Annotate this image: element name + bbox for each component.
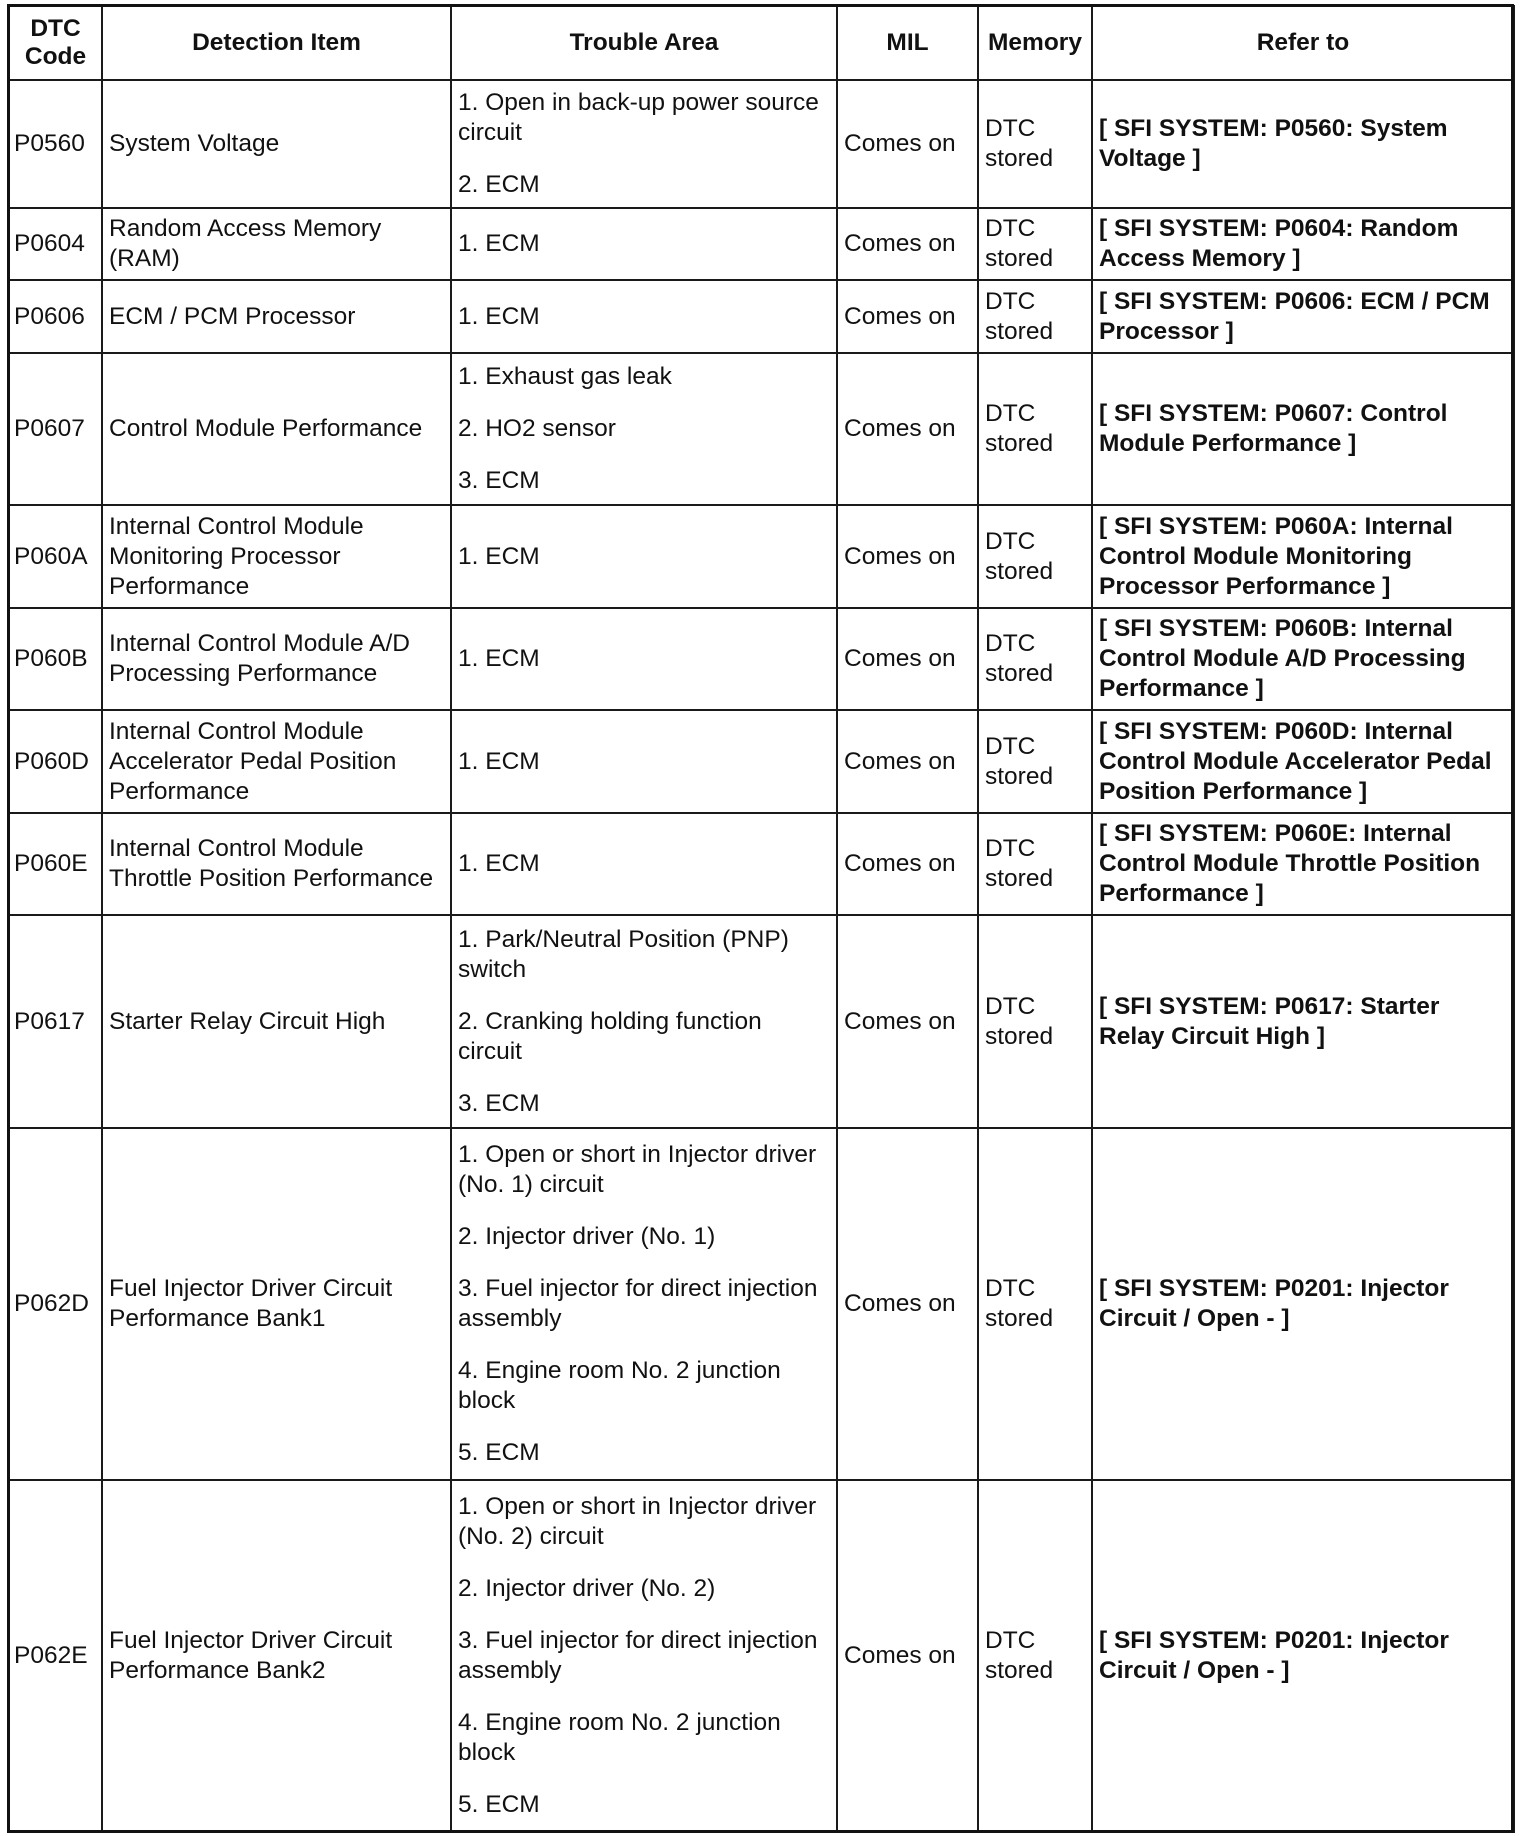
mil-cell: Comes on [837, 353, 978, 505]
trouble-area-cell [451, 280, 837, 353]
refer-to-cell: [ SFI SYSTEM: P0201: Injector Circuit / Open - ] [1092, 1128, 1514, 1480]
table-row [9, 80, 1514, 208]
dtc-code-cell: P060E [9, 813, 102, 915]
trouble-area-cell [451, 1480, 837, 1832]
table-row [9, 505, 1514, 608]
detection-item-cell: Fuel Injector Driver Circuit Performance Bank1 [102, 1128, 451, 1480]
mil-cell: Comes on [837, 813, 978, 915]
trouble-area-cell [451, 915, 837, 1128]
memory-cell: DTC stored [978, 208, 1092, 280]
trouble-area-item: 4. Engine room No. 2 junction block [458, 1357, 781, 1414]
header-row [9, 6, 1514, 80]
dtc-code-cell: P062E [9, 1480, 102, 1832]
table-row [9, 1480, 1514, 1832]
table-row [9, 353, 1514, 505]
table-row [9, 608, 1514, 710]
memory-cell: DTC stored [978, 608, 1092, 710]
trouble-area-item: 3. Fuel injector for direct injection assembly [458, 1275, 818, 1332]
header-detection-item: Detection Item [102, 6, 451, 80]
table-row [9, 208, 1514, 280]
dtc-code-cell: P060D [9, 710, 102, 813]
detection-item-cell: Internal Control Module Monitoring Processor Performance [102, 505, 451, 608]
detection-item-cell: ECM / PCM Processor [102, 280, 451, 353]
dtc-code-cell: P0607 [9, 353, 102, 505]
refer-to-cell: [ SFI SYSTEM: P0560: System Voltage ] [1092, 80, 1514, 208]
detection-item-cell: Fuel Injector Driver Circuit Performance Bank2 [102, 1480, 451, 1832]
header-trouble-area: Trouble Area [451, 6, 837, 80]
dtc-code-cell: P060B [9, 608, 102, 710]
mil-cell: Comes on [837, 710, 978, 813]
trouble-area-item: 1. ECM [458, 747, 540, 775]
header-refer-to: Refer to [1092, 6, 1514, 80]
dtc-code-cell: P0604 [9, 208, 102, 280]
trouble-area-item: 2. Injector driver (No. 2) [458, 1575, 716, 1602]
trouble-area-item: 5. ECM [458, 1439, 540, 1466]
trouble-area-cell [451, 710, 837, 813]
trouble-area-item: 2. HO2 sensor [458, 415, 616, 442]
mil-cell: Comes on [837, 280, 978, 353]
trouble-area-cell [451, 505, 837, 608]
detection-item-cell: Internal Control Module Throttle Position Performance [102, 813, 451, 915]
refer-to-cell: [ SFI SYSTEM: P0606: ECM / PCM Processor ] [1092, 280, 1514, 353]
trouble-area-item: 1. ECM [458, 542, 540, 570]
detection-item-cell: Internal Control Module Accelerator Pedal Position Performance [102, 710, 451, 813]
detection-item-cell: System Voltage [102, 80, 451, 208]
mil-cell: Comes on [837, 608, 978, 710]
table-row [9, 280, 1514, 353]
detection-item-cell: Control Module Performance [102, 353, 451, 505]
header-dtc-code: DTC Code [9, 6, 102, 80]
refer-to-cell: [ SFI SYSTEM: P060D: Internal Control Module Accelerator Pedal Position Performance ] [1092, 710, 1514, 813]
dtc-code-cell: P062D [9, 1128, 102, 1480]
mil-cell: Comes on [837, 80, 978, 208]
mil-cell: Comes on [837, 1480, 978, 1832]
trouble-area-item: 3. ECM [458, 467, 540, 494]
trouble-area-item: 1. ECM [458, 302, 540, 330]
trouble-area-item: 2. ECM [458, 171, 540, 198]
trouble-area-cell [451, 208, 837, 280]
trouble-area-item: 2. Injector driver (No. 1) [458, 1223, 716, 1250]
trouble-area-item: 1. ECM [458, 850, 540, 877]
refer-to-cell: [ SFI SYSTEM: P0604: Random Access Memory ] [1092, 208, 1514, 280]
mil-cell: Comes on [837, 915, 978, 1128]
mil-cell: Comes on [837, 1128, 978, 1480]
trouble-area-cell [451, 813, 837, 915]
dtc-code-cell: P0560 [9, 80, 102, 208]
memory-cell: DTC stored [978, 813, 1092, 915]
memory-cell: DTC stored [978, 505, 1092, 608]
table-row [9, 813, 1514, 915]
refer-to-cell: [ SFI SYSTEM: P0607: Control Module Performance ] [1092, 353, 1514, 505]
trouble-area-item: 3. ECM [458, 1089, 540, 1117]
trouble-area-item: 1. Exhaust gas leak [458, 363, 672, 390]
refer-to-cell: [ SFI SYSTEM: P0617: Starter Relay Circuit High ] [1092, 915, 1514, 1128]
trouble-area-cell [451, 80, 837, 208]
dtc-code-cell: P0606 [9, 280, 102, 353]
table-row [9, 915, 1514, 1128]
trouble-area-item: 1. Open or short in Injector driver (No. 1) circuit [458, 1141, 817, 1198]
detection-item-cell: Starter Relay Circuit High [102, 915, 451, 1128]
detection-item-cell: Internal Control Module A/D Processing Performance [102, 608, 451, 710]
trouble-area-cell [451, 608, 837, 710]
refer-to-cell: [ SFI SYSTEM: P060A: Internal Control Module Monitoring Processor Performance ] [1092, 505, 1514, 608]
memory-cell: DTC stored [978, 915, 1092, 1128]
trouble-area-item: 2. Cranking holding function circuit [458, 1007, 762, 1065]
trouble-area-item: 5. ECM [458, 1791, 540, 1818]
trouble-area-item: 1. Open in back-up power source circuit [458, 89, 819, 146]
trouble-area-item: 1. ECM [458, 230, 540, 257]
trouble-area-item: 4. Engine room No. 2 junction block [458, 1709, 781, 1766]
memory-cell: DTC stored [978, 1128, 1092, 1480]
trouble-area-cell [451, 1128, 837, 1480]
trouble-area-cell [451, 353, 837, 505]
dtc-table [8, 5, 1515, 1833]
memory-cell: DTC stored [978, 710, 1092, 813]
detection-item-cell: Random Access Memory (RAM) [102, 208, 451, 280]
table-row [9, 1128, 1514, 1480]
trouble-area-item: 3. Fuel injector for direct injection assembly [458, 1627, 818, 1684]
memory-cell: DTC stored [978, 353, 1092, 505]
dtc-code-cell: P060A [9, 505, 102, 608]
memory-cell: DTC stored [978, 1480, 1092, 1832]
header-memory: Memory [978, 6, 1092, 80]
header-mil: MIL [837, 6, 978, 80]
refer-to-cell: [ SFI SYSTEM: P0201: Injector Circuit / Open - ] [1092, 1480, 1514, 1832]
refer-to-cell: [ SFI SYSTEM: P060E: Internal Control Module Throttle Position Performance ] [1092, 813, 1514, 915]
table-body [9, 80, 1514, 1832]
mil-cell: Comes on [837, 505, 978, 608]
table-row [9, 710, 1514, 813]
trouble-area-item: 1. Park/Neutral Position (PNP) switch [458, 925, 789, 983]
refer-to-cell: [ SFI SYSTEM: P060B: Internal Control Module A/D Processing Performance ] [1092, 608, 1514, 710]
memory-cell: DTC stored [978, 280, 1092, 353]
trouble-area-item: 1. Open or short in Injector driver (No. 2) circuit [458, 1493, 817, 1550]
mil-cell: Comes on [837, 208, 978, 280]
trouble-area-item: 1. ECM [458, 645, 540, 672]
dtc-code-cell: P0617 [9, 915, 102, 1128]
memory-cell: DTC stored [978, 80, 1092, 208]
